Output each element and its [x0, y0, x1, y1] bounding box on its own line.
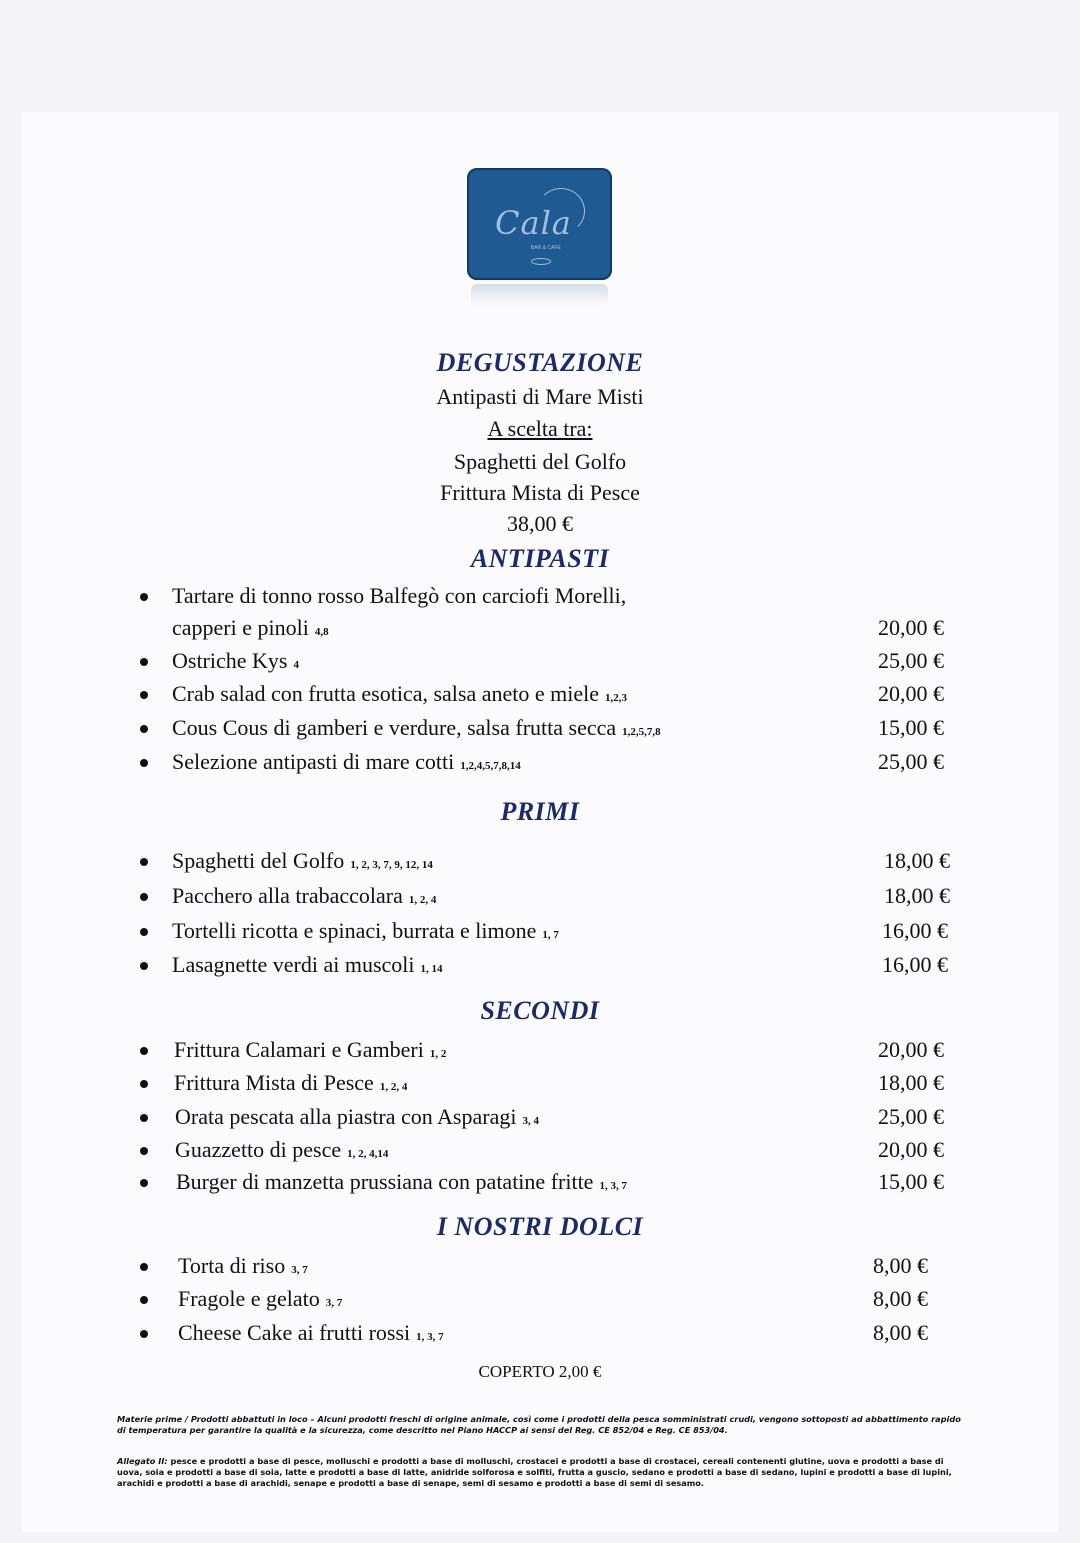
item-name: Tartare di tonno rosso Balfegò con carciofi Morelli, [172, 583, 627, 608]
item-price: 25,00 € [878, 648, 944, 673]
item-price: 18,00 € [884, 883, 950, 908]
section-title-dolci: I NOSTRI DOLCI [436, 1212, 644, 1241]
item-name: Pacchero alla trabaccolara [172, 883, 403, 908]
logo-card [467, 168, 612, 280]
bullet-icon [140, 1296, 148, 1304]
bullet-icon [140, 928, 148, 936]
item-allergens: 4 [293, 659, 299, 671]
allergen-note [117, 1456, 967, 1489]
item-name: Crab salad con frutta esotica, salsa aneto e miele [172, 681, 599, 706]
bullet-icon [140, 1263, 148, 1271]
degustazione-option-2: Frittura Mista di Pesce [440, 480, 640, 505]
item-name-line2: capperi e pinoli [172, 615, 309, 640]
item-price: 8,00 € [873, 1320, 928, 1345]
item-name-wrap [175, 1137, 388, 1167]
item-name-wrap [172, 648, 299, 678]
bullet-icon [140, 962, 148, 970]
item-allergens: 3, 7 [291, 1264, 308, 1276]
item-allergens: 3, 7 [325, 1297, 343, 1309]
item-name: Spaghetti del Golfo [172, 848, 345, 873]
degustazione-line: Antipasti di Mare Misti [436, 384, 644, 409]
bullet-icon [140, 1330, 148, 1338]
item-name: Burger di manzetta prussiana con patatine fritte [176, 1169, 594, 1194]
choice-label-wrap [0, 416, 1080, 442]
bullet-icon [140, 1080, 148, 1088]
raw-materials-note [117, 1414, 967, 1436]
item-price: 8,00 € [873, 1286, 928, 1311]
item-allergens: 1, 2 [429, 1048, 447, 1060]
item-name: Frittura Calamari e Gamberi [174, 1037, 424, 1062]
item-name-wrap [178, 1286, 342, 1316]
item-name-wrap [172, 952, 443, 982]
bullet-icon [140, 1147, 148, 1155]
logo-reflection [471, 284, 608, 306]
item-name-wrap [175, 1104, 539, 1134]
section-title-antipasti: ANTIPASTI [470, 544, 610, 573]
item-name: Frittura Mista di Pesce [174, 1070, 374, 1095]
bullet-icon [140, 691, 148, 699]
item-name-wrap [172, 918, 559, 948]
item-name-wrap [172, 715, 661, 745]
item-price: 15,00 € [878, 715, 944, 740]
item-price: 20,00 € [878, 1037, 944, 1062]
degustazione-option-1: Spaghetti del Golfo [453, 449, 627, 474]
item-name-wrap [172, 681, 627, 711]
item-name-wrap [174, 1037, 446, 1067]
raw-materials-lead: Materie prime / Prodotti abbattuti in loco [117, 1414, 308, 1424]
logo-fish-icon [531, 258, 551, 265]
item-price: 18,00 € [884, 848, 950, 873]
item-allergens: 1, 2, 3, 7, 9, 12, 14 [350, 859, 433, 871]
item-name: Fragole e gelato [178, 1286, 320, 1311]
item-price: 8,00 € [873, 1253, 928, 1278]
section-title-primi: PRIMI [500, 797, 580, 826]
allergen-lead: Allegato II: [117, 1456, 168, 1466]
item-allergens: 1,2,3 [605, 692, 627, 704]
item-price: 25,00 € [878, 1104, 944, 1129]
bullet-icon [140, 658, 148, 666]
allergen-text: pesce e prodotti a base di pesce, molluschi e prodotti a base di molluschi, crostacei e prodotti a base di crostacei, cereali contenenti glutine, uova e prodotti a base di uova, soia e prodotti a base di soia, latte e prodotti a base di latte, anidride solforosa e solfiti, frutta a guscio, sedano e prodotti a base di sedano, lupini e prodotti a base di lupini, arachidi e prodotti a base di arachidi, senape e prodotti a base di senape, semi di sesamo e prodotti a base di semi di sesamo. [117, 1456, 952, 1488]
item-allergens: 1, 7 [542, 929, 559, 941]
item-name: Cheese Cake ai frutti rossi [178, 1320, 411, 1345]
item-allergens: 3, 4 [522, 1115, 539, 1127]
raw-materials-text: – Alcuni prodotti freschi di origine animale, così come i prodotti della pesca somministrati crudi, vengono sottoposti ad abbattimento rapido di temperatura per garantire la qualità e la sicurezza, come descritto nel Piano HACCP ai sensi del Reg. CE 852/04 e Reg. CE 853/04. [117, 1414, 961, 1435]
item-name: Orata pescata alla piastra con Asparagi [175, 1104, 517, 1129]
item-allergens: 1, 2, 4 [408, 894, 437, 906]
item-name: Cous Cous di gamberi e verdure, salsa frutta secca [172, 715, 617, 740]
item-price: 16,00 € [882, 918, 948, 943]
item-name-wrap [178, 1320, 444, 1350]
bullet-icon [140, 893, 148, 901]
logo-subtitle: BAR & CAFE [531, 245, 561, 251]
logo-script-text: Cala [495, 204, 572, 242]
item-name: Lasagnette verdi ai muscoli [172, 952, 415, 977]
item-price: 20,00 € [878, 1137, 944, 1162]
item-name-wrap [172, 848, 433, 878]
bullet-icon [140, 759, 148, 767]
item-price: 20,00 € [878, 615, 944, 640]
section-title-secondi: SECONDI [480, 996, 600, 1025]
item-name-wrap [174, 1070, 407, 1100]
item-name: Tortelli ricotta e spinaci, burrata e limone [172, 918, 537, 943]
item-name-cont [172, 615, 329, 645]
item-name: Selezione antipasti di mare cotti [172, 749, 455, 774]
item-allergens: 4,8 [314, 626, 329, 638]
coperto-charge: COPERTO 2,00 € [478, 1362, 602, 1381]
choice-label: A scelta tra: [487, 416, 593, 441]
item-allergens: 1, 2, 4,14 [347, 1148, 389, 1160]
item-name-wrap [178, 1253, 308, 1283]
item-allergens: 1,2,4,5,7,8,14 [460, 760, 521, 772]
bullet-icon [140, 725, 148, 733]
item-name: Guazzetto di pesce [175, 1137, 342, 1162]
bullet-icon [140, 593, 148, 601]
degustazione-title: DEGUSTAZIONE [436, 348, 644, 377]
item-price: 15,00 € [878, 1169, 944, 1194]
bullet-icon [140, 1047, 148, 1055]
item-price: 18,00 € [878, 1070, 944, 1095]
item-name: Ostriche Kys [172, 648, 288, 673]
item-price: 25,00 € [878, 749, 944, 774]
item-allergens: 1, 2, 4 [379, 1081, 408, 1093]
item-name-wrap [172, 883, 436, 913]
item-allergens: 1, 3, 7 [599, 1180, 627, 1192]
bullet-icon [140, 858, 148, 866]
bullet-icon [140, 1179, 148, 1187]
item-name: Torta di riso [178, 1253, 286, 1278]
bullet-icon [140, 1114, 148, 1122]
item-name-wrap [172, 749, 521, 779]
item-price: 20,00 € [878, 681, 944, 706]
item-price: 16,00 € [882, 952, 948, 977]
degustazione-price: 38,00 € [507, 511, 573, 536]
item-allergens: 1, 14 [420, 963, 443, 975]
restaurant-logo [467, 168, 612, 288]
item-name-wrap [176, 1169, 627, 1199]
item-allergens: 1,2,5,7,8 [622, 726, 661, 738]
item-allergens: 1, 3, 7 [416, 1331, 444, 1343]
